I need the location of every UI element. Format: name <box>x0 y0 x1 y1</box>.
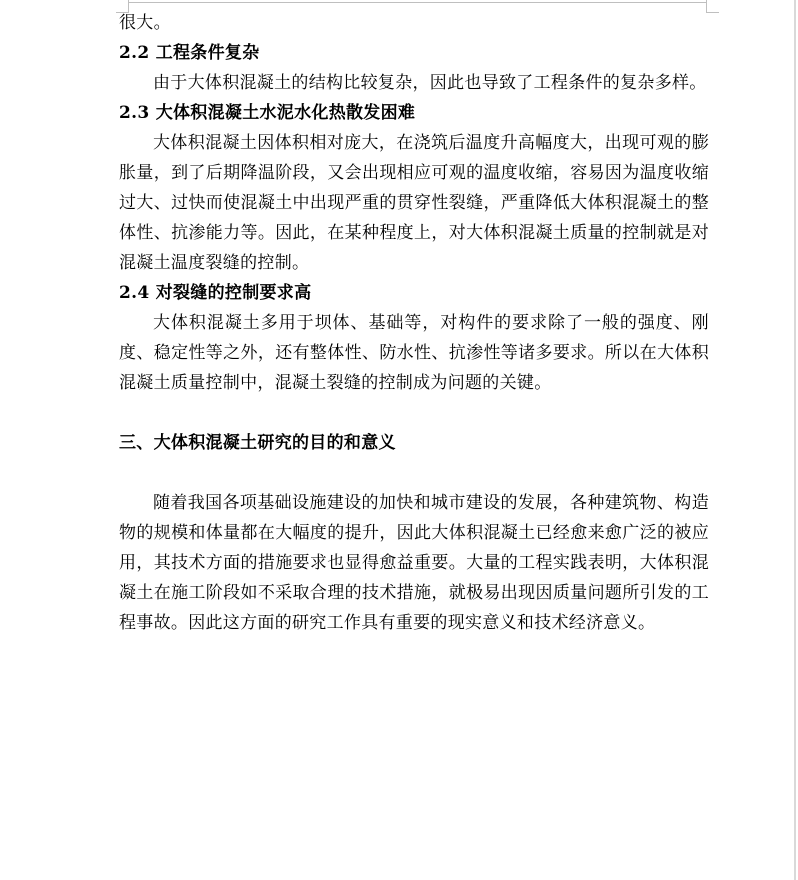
heading-2-3: 2.3 大体积混凝土水泥水化热散发困难 <box>119 103 416 123</box>
paragraph-2-2: 由于大体积混凝土的结构比较复杂，因此也导致了工程条件的复杂多样。 <box>153 73 707 93</box>
page-right-edge <box>794 0 796 880</box>
paragraph-2-4: 大体积混凝土多用于坝体、基础等，对构件的要求除了一般的强度、刚度、稳定性等之外，还有整体性、防水性、抗渗性等诸多要求。所以在大体积混凝土质量控制中，混凝土裂缝的控制成为问题的关键。 <box>119 313 709 393</box>
continued-paragraph: 很大。 <box>119 13 171 33</box>
paragraph-2-3: 大体积混凝土因体积相对庞大，在浇筑后温度升高幅度大，出现可观的膨胀量，到了后期降温阶段，又会出现相应可观的温度收缩，容易因为温度收缩过大、过快而使混凝土中出现严重的贯穿性裂缝，严重降低大体积混凝土的整体性、抗渗能力等。因此，在某种程度上，对大体积混凝土质量的控制就是对混凝土温度裂缝的控制。 <box>119 133 709 273</box>
document-body[interactable] <box>119 8 709 638</box>
heading-section-3: 三、大体积混凝土研究的目的和意义 <box>119 433 396 453</box>
paragraph-section-3: 随着我国各项基础设施建设的加快和城市建设的发展，各种建筑物、构造物的规模和体量都在大幅度的提升，因此大体积混凝土已经愈来愈广泛的被应用，其技术方面的措施要求也显得愈益重要。大量的工程实践表明，大体积混凝土在施工阶段如不采取合理的技术措施，就极易出现因质量问题所引发的工程事故。因此这方面的研究工作具有重要的现实意义和技术经济意义。 <box>119 493 709 633</box>
header-rule <box>128 2 706 3</box>
heading-2-2: 2.2 工程条件复杂 <box>119 43 260 63</box>
heading-2-4: 2.4 对裂缝的控制要求高 <box>119 283 312 303</box>
